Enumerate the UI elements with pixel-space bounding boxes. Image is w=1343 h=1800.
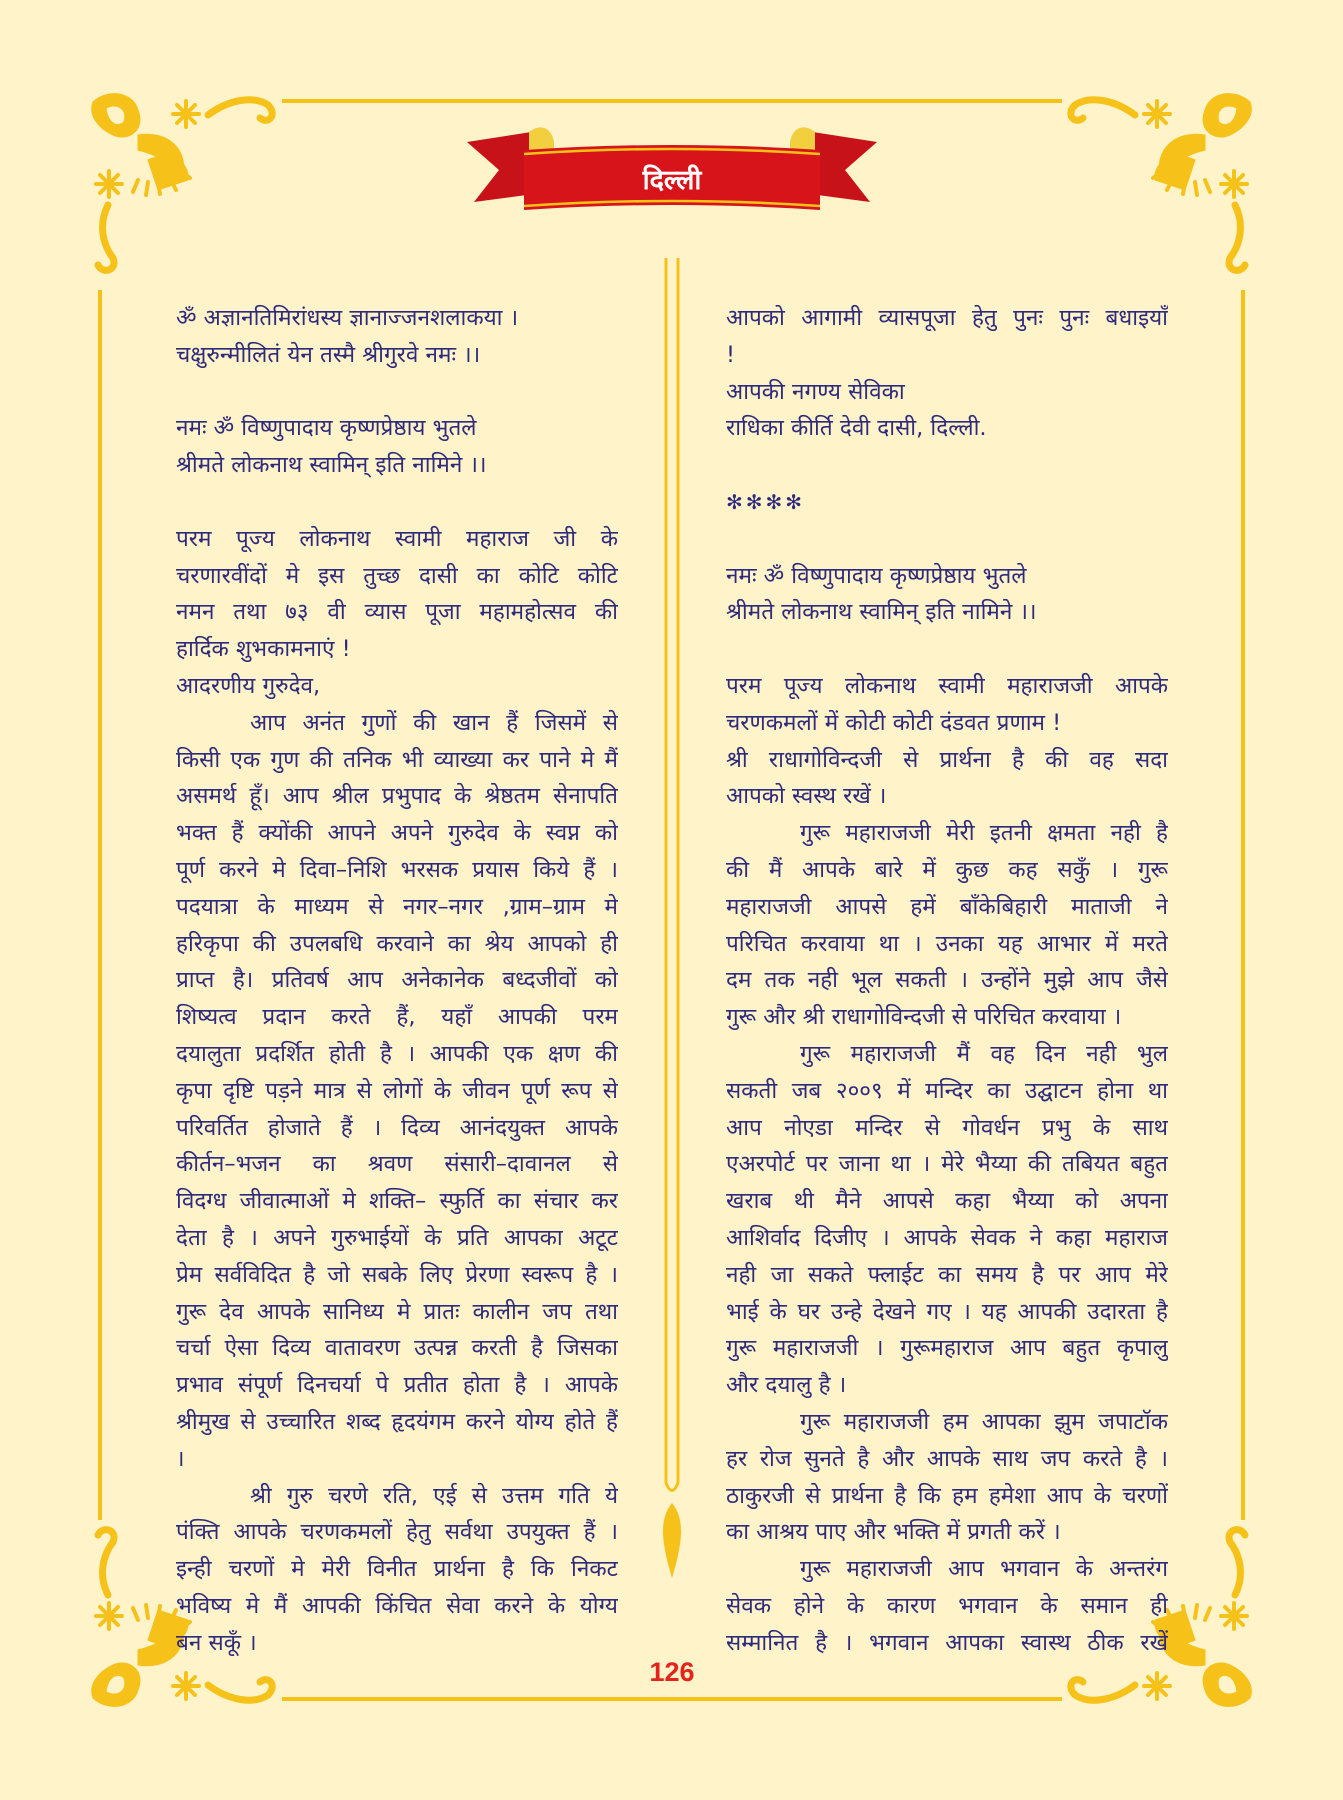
text-line: दम तक नही भूल सकती । उन्होंने मुझे आप जैसे	[726, 967, 1168, 994]
text-line: गुरू और श्री राधागोविन्दजी से परिचित करवाया ।	[726, 1004, 1122, 1031]
text-line: प्राप्त है। प्रतिवर्ष आप अनेकानेक बध्दजीवों को	[176, 967, 618, 994]
corner-ornament-top-left	[78, 80, 293, 295]
text-line: गुरू देव आपके सानिध्य मे प्रातः कालीन जप तथा	[176, 1298, 618, 1325]
text-line: और दयालु है ।	[726, 1372, 847, 1399]
border-left-line	[98, 290, 102, 1520]
text-line: किसी एक गुण की तनिक भी व्याख्या कर पाने मे मैं	[176, 746, 618, 773]
text-line: आप नोएडा मन्दिर से गोवर्धन प्रभु के साथ	[726, 1114, 1168, 1141]
text-line: हार्दिक शुभकामनाएं !	[176, 636, 351, 663]
border-bottom-line	[282, 1697, 1062, 1701]
border-right-line	[1241, 290, 1245, 1520]
text-line: गुरू महाराजजी मैं वह दिन नही भुल	[800, 1040, 1168, 1067]
text-line: गुरू महाराजजी । गुरूमहाराज आप बहुत कृपालु	[726, 1335, 1168, 1362]
text-line: की मैं आपके बारे में कुछ कह सकुँ । गुरू	[726, 856, 1168, 883]
text-line: राधिका कीर्ति देवी दासी, दिल्ली.	[726, 415, 987, 442]
text-line: हरिकृपा की उपलबधि करवाने का श्रेय आपको ही	[176, 930, 618, 957]
border-top-line	[282, 99, 1062, 103]
text-line: पंक्ति आपके चरणकमलों हेतु सर्वथा उपयुक्त हैं ।	[176, 1519, 618, 1546]
text-line: श्रीमुख से उच्चारित शब्द हृदयंगम करने योग्य होते हैं	[176, 1408, 618, 1435]
text-line: गुरू महाराजजी हम आपका झुम जपाटॉक	[800, 1408, 1168, 1435]
blank-line	[726, 447, 1168, 484]
text-line: परम पूज्य लोकनाथ स्वामी महाराज जी के	[176, 525, 618, 552]
section-separator: ✻✻✻✻	[726, 489, 806, 514]
right-text-column	[726, 300, 1168, 1661]
text-line: देता है । अपने गुरुभाईयों के प्रति आपका अटूट	[176, 1224, 618, 1251]
text-line: आपको आगामी व्यासपूजा हेतु पुनः पुनः बधाइयाँ	[726, 305, 1168, 331]
text-line: प्रेम सर्वविदित है जो सबके लिए प्रेरणा स्वरूप है ।	[176, 1261, 618, 1288]
blank-line	[726, 631, 1168, 668]
left-text-column	[176, 300, 618, 1661]
text-line: श्री गुरु चरणे रति, एई से उत्तम गति ये	[250, 1482, 618, 1509]
text-line: भक्त हैं क्योंकी आपने अपने गुरुदेव के स्वप्न को	[176, 820, 618, 847]
text-line: ठाकुरजी से प्रार्थना है कि हम हमेशा आप के चरणों	[726, 1482, 1168, 1509]
text-line: एअरपोर्ट पर जाना था । मेरे भैय्या की तबियत बहुत	[726, 1151, 1168, 1178]
text-line: ॐ अज्ञानतिमिरांधस्य ज्ञानाज्जनशलाकया ।	[176, 305, 519, 331]
text-line: आशिर्वाद दिजीए । आपके सेवक ने कहा महाराज	[726, 1224, 1168, 1251]
column-divider-ornament	[660, 258, 684, 1588]
text-line: ।	[176, 1445, 185, 1472]
text-line: भविष्य मे मैं आपकी किंचित सेवा करने के योग्य	[176, 1592, 618, 1619]
text-line: आपकी नगण्य सेविका	[726, 378, 905, 405]
text-line: प्रभाव संपूर्ण दिनचर्या पे प्रतीत होता है । आपके	[176, 1372, 618, 1399]
text-line: सम्मानित है । भगवान आपका स्वास्थ ठीक रखें	[726, 1629, 1168, 1656]
text-line: नमन तथा ७३ वी व्यास पूजा महामहोत्सव की	[176, 599, 618, 626]
text-line: कीर्तन–भजन का श्रवण संसारी–दावानल से	[176, 1151, 618, 1178]
blank-line	[726, 521, 1168, 558]
text-line: भाई के घर उन्हे देखने गए । यह आपकी उदारता है	[726, 1298, 1168, 1325]
text-line: नमः ॐ विष्णुपादाय कृष्णप्रेष्ठाय भुतले	[176, 415, 477, 442]
corner-ornament-top-right	[1050, 80, 1265, 295]
text-line: हर रोज सुनते है और आपके साथ जप करते है ।	[726, 1445, 1168, 1472]
text-line: चरणकमलों में कोटी कोटी दंडवत प्रणाम !	[726, 709, 1062, 736]
text-line: का आश्रय पाए और भक्ति में प्रगती करें ।	[726, 1519, 1061, 1546]
text-line: श्रीमते लोकनाथ स्वामिन् इति नामिने ।।	[176, 452, 487, 479]
text-line: श्रीमते लोकनाथ स्वामिन् इति नामिने ।।	[726, 599, 1037, 626]
text-line: गुरू महाराजजी मेरी इतनी क्षमता नही है	[800, 820, 1168, 847]
text-line: सकती जब २००९ में मन्दिर का उद्घाटन होना था	[726, 1077, 1168, 1104]
text-line: आपको स्वस्थ रखें ।	[726, 783, 887, 810]
text-line: नही जा सकते फ्लाईट का समय है पर आप मेरे	[726, 1261, 1168, 1288]
text-line: नमः ॐ विष्णुपादाय कृष्णप्रेष्ठाय भुतले	[726, 562, 1027, 589]
text-line: खराब थी मैने आपसे कहा भैय्या को अपना	[726, 1188, 1168, 1215]
page-number: 126	[649, 1657, 695, 1687]
text-line: चरणारवींदों मे इस तुच्छ दासी का कोटि कोटि	[176, 562, 618, 589]
text-line: इन्ही चरणों मे मेरी विनीत प्रार्थना है कि निकट	[176, 1556, 618, 1583]
text-line: बन सकूँ ।	[176, 1629, 257, 1656]
text-line: चक्षुरुन्मीलितं येन तस्मै श्रीगुरवे नमः ।।	[176, 341, 481, 368]
text-line: असमर्थ हूँ। आप श्रील प्रभुपाद के श्रेष्ठतम सेनापति	[176, 783, 618, 810]
blank-line	[176, 484, 618, 521]
text-line: पूर्ण करने मे दिवा–निशि भरसक प्रयास किये हैं ।	[176, 856, 618, 883]
text-line: गुरू महाराजजी आप भगवान के अन्तरंग	[800, 1556, 1168, 1583]
text-line: दयालुता प्रदर्शित होती है । आपकी एक क्षण की	[176, 1040, 618, 1067]
text-line: पदयात्रा के माध्यम से नगर–नगर ,ग्राम–ग्राम मे	[176, 893, 618, 920]
text-line: विदग्ध जीवात्माओं मे शक्ति– स्फुर्ति का संचार कर	[176, 1188, 618, 1215]
text-line: श्री राधागोविन्दजी से प्रार्थना है की वह सदा	[726, 746, 1168, 773]
text-line: महाराजजी आपसे हमें बाँकेबिहारी माताजी ने	[726, 893, 1168, 920]
text-line: चर्चा ऐसा दिव्य वातावरण उत्पन्न करती है जिसका	[176, 1335, 618, 1362]
text-line: कृपा दृष्टि पड़ने मात्र से लोगों के जीवन पूर्ण रूप से	[176, 1077, 618, 1104]
text-line: आप अनंत गुणों की खान हैं जिसमें से	[250, 709, 618, 736]
text-line: परिचित करवाया था । उनका यह आभार में मरते	[726, 930, 1168, 957]
text-line: शिष्यत्व प्रदान करते हैं, यहाँ आपकी परम	[176, 1004, 618, 1031]
text-line: परिवर्तित होजाते हैं । दिव्य आनंदयुक्त आपके	[176, 1114, 618, 1141]
text-line: सेवक होने के कारण भगवान के समान ही	[726, 1592, 1168, 1619]
blank-line	[176, 374, 618, 411]
text-line: परम पूज्य लोकनाथ स्वामी महाराजजी आपके	[726, 672, 1168, 699]
text-line: !	[726, 341, 736, 368]
page-title: दिल्ली	[642, 165, 702, 196]
text-line: आदरणीय गुरुदेव,	[176, 672, 321, 699]
